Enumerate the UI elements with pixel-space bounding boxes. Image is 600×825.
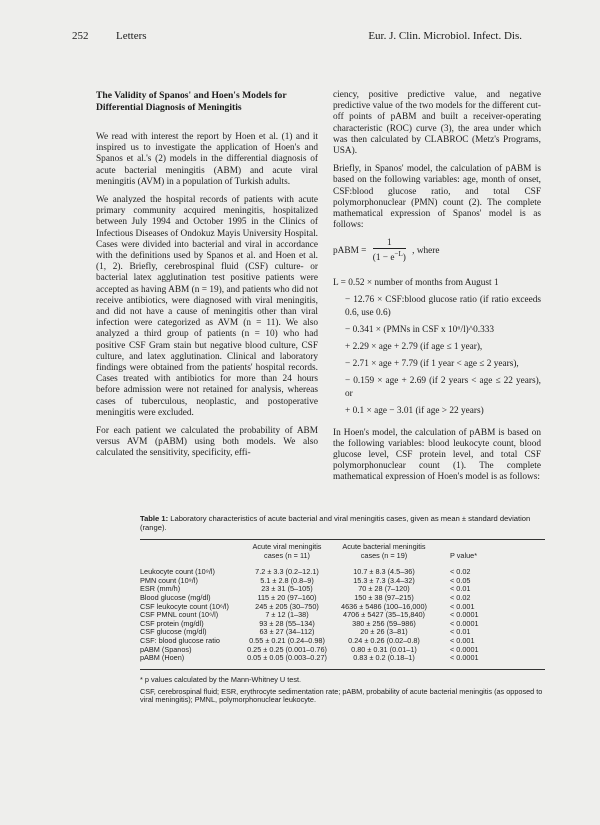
paragraph: In Hoen's model, the calculation of pABM is based on the following variables: blood leukocyte count, blood glucose level, CSF protein level, and total CSF polymorphonuclear count (1). The complete mathematical expression of Hoen's model is as follows: bbox=[333, 427, 541, 483]
col-header-abm: Acute bacterial meningitis cases (n = 19) bbox=[342, 542, 426, 560]
table-row bbox=[140, 646, 545, 655]
table-cell: Leukocyte count (10⁹/l) bbox=[140, 567, 215, 577]
table-cell: 7.2 ± 3.3 (0.2–12.1) bbox=[255, 567, 319, 577]
table-cell: 70 ± 28 (7–120) bbox=[358, 584, 410, 594]
left-column bbox=[96, 90, 318, 467]
eq-line: − 2.71 × age + 7.79 (if 1 year < age ≤ 2 years), bbox=[345, 358, 519, 369]
right-column bbox=[333, 90, 541, 491]
paragraph: We analyzed the hospital records of patients with acute primary community acquired meningitis, hospitalized between July 1994 and October 1995 in the Clinics of Infectious Diseases of Ondokuz Mayis University Hospital. Cases were divided into bacterial and viral in accordance with the definitions used by Spanos et al. and Hoen et al. (1, 2). Briefly, cerebrospinal fluid (CSF) culture- or bacterial latex agglutination test positive patients were accepted as having ABM (n = 19), and patients who did not receive antibiotics, were diagnosed with viral meningitis, and did not have a cause of meningitis other than viral infection were categorized as AVM (n = 11). We also analyzed a third group of patients (n = 10) who had positive CSF Gram stain but negative blood culture, CSF culture, and latex agglutination. Clinical and laboratory findings were obtained from the patients' hospital records. Cases treated with antibiotics for more than 24 hours before admission were not retained for analysis, whereas cases of tuberculous, neoplastic, and postoperative meningitis were excluded. bbox=[96, 195, 318, 418]
running-header bbox=[72, 30, 522, 44]
eq-denominator: $(1 - e^{-L})$ bbox=[372, 250, 406, 264]
table-cell: 0.55 ± 0.21 (0.24–0.98) bbox=[249, 635, 325, 645]
table-cell: 15.3 ± 7.3 (3.4–32) bbox=[353, 575, 415, 585]
table-cell: 7 ± 12 (1–38) bbox=[265, 610, 309, 620]
table-cell: 0.25 ± 0.25 (0.001–0.76) bbox=[247, 644, 327, 654]
table-row bbox=[140, 654, 545, 669]
spanos-equation bbox=[333, 238, 541, 417]
table-cell: < 0.001 bbox=[450, 601, 475, 611]
table-footnotes bbox=[140, 676, 545, 705]
table-body bbox=[140, 563, 545, 669]
table-cell: < 0.0001 bbox=[450, 644, 479, 654]
eq-line: L = 0.52 × number of months from August 1 bbox=[333, 277, 499, 288]
table-cell: < 0.001 bbox=[450, 635, 475, 645]
eq-line: + 2.29 × age + 2.79 (if age ≤ 1 year), bbox=[345, 341, 483, 352]
table-cell: Blood glucose (mg/dl) bbox=[140, 592, 211, 602]
table-cell: 0.83 ± 0.2 (0.18–1) bbox=[353, 653, 415, 663]
table-cell: ESR (mm/h) bbox=[140, 584, 181, 594]
table-label: Table 1: bbox=[140, 514, 169, 523]
eq-line: + 0.1 × age − 3.01 (if age > 22 years) bbox=[345, 405, 484, 416]
table-cell: CSF glucose (mg/dl) bbox=[140, 627, 207, 637]
table-cell: 93 ± 28 (55–134) bbox=[259, 618, 315, 628]
page-number: 252 bbox=[72, 30, 89, 42]
section-name: Letters bbox=[116, 30, 147, 42]
table-row bbox=[140, 637, 545, 646]
table-cell: 4636 ± 5486 (100–16,000) bbox=[341, 601, 427, 611]
paragraph: We read with interest the report by Hoen et al. (1) and it inspired us to investigate the application of Hoen's and Spanos et al.'s (2) models in the differential diagnosis of acute bacterial meningitis (ABM) and acute viral meningitis (AVM) in a population of Turkish adults. bbox=[96, 132, 318, 187]
table-cell: CSF: blood glucose ratio bbox=[140, 635, 220, 645]
results-table-block bbox=[140, 514, 545, 708]
col-header-pvalue: P value* bbox=[450, 550, 478, 560]
table-cell: CSF leukocyte count (10⁶/l) bbox=[140, 601, 229, 611]
pabm-formula bbox=[333, 238, 541, 264]
table-header-row bbox=[140, 540, 545, 563]
eq-lhs: pABM = bbox=[333, 246, 367, 257]
paragraph: Briefly, in Spanos' model, the calculation of pABM is based on the following variables: age, month of onset, CSF:blood glucose ratio, and total CSF polymorphonuclear (PMN) count (2). The complete mathematical expression of Spanos' model is as follows: bbox=[333, 164, 541, 231]
table-cell: 0.05 ± 0.05 (0.003–0.27) bbox=[247, 653, 327, 663]
table-cell: pABM (Hoen) bbox=[140, 653, 185, 663]
col-header-avm: Acute viral meningitis cases (n = 11) bbox=[252, 542, 322, 560]
table-cell: 0.80 ± 0.31 (0.01–1) bbox=[351, 644, 417, 654]
eq-line: − 0.159 × age + 2.69 (if 2 years < age ≤ 22 years), or bbox=[345, 375, 541, 399]
table-row bbox=[140, 563, 545, 577]
lab-table bbox=[140, 540, 545, 669]
footnote: * p values calculated by the Mann-Whitney U test. bbox=[140, 674, 302, 684]
table-cell: CSF protein (mg/dl) bbox=[140, 618, 204, 628]
table-cell: < 0.05 bbox=[450, 575, 471, 585]
table-cell: < 0.01 bbox=[450, 584, 471, 594]
table-cell: 115 ± 20 (97–160) bbox=[257, 592, 317, 602]
paragraph: ciency, positive predictive value, and negative predictive value of the two models for the different cut-off points of pABM and built a receiver-operating characteristic (ROC) curve (3), the area under which was then calculated by CLABROC (Metz's Programs, USA). bbox=[333, 90, 541, 157]
eq-line: − 0.341 × (PMNs in CSF x 10⁶/l)^0.333 bbox=[345, 324, 495, 335]
table-cell: < 0.02 bbox=[450, 567, 471, 577]
table-cell: 63 ± 27 (34–112) bbox=[259, 627, 315, 637]
table-cell: < 0.02 bbox=[450, 592, 471, 602]
eq-where: , where bbox=[412, 246, 440, 257]
table-row bbox=[140, 577, 545, 586]
table-cell: 4706 ± 5427 (35–15,840) bbox=[343, 610, 425, 620]
table-cell: 10.7 ± 8.3 (4.5–36) bbox=[353, 567, 415, 577]
table-cell: 0.24 ± 0.26 (0.02–0.8) bbox=[348, 635, 420, 645]
journal-name: Eur. J. Clin. Microbiol. Infect. Dis. bbox=[368, 30, 522, 42]
paragraph: For each patient we calculated the probability of ABM versus AVM (pABM) using both models. We also calculated the sensitivity, specificity, effi- bbox=[96, 426, 318, 459]
table-cell: < 0.01 bbox=[450, 627, 471, 637]
table-caption-text: Laboratory characteristics of acute bacterial and viral meningitis cases, given as mean ± standard deviation (range). bbox=[140, 514, 531, 532]
table-cell: CSF PMNL count (10⁶/l) bbox=[140, 610, 219, 620]
table-cell: 245 ± 205 (30–750) bbox=[255, 601, 319, 611]
eq-numerator: 1 bbox=[373, 238, 406, 249]
table-cell: PMN count (10⁹/l) bbox=[140, 575, 198, 585]
table-bottom-rule bbox=[140, 669, 545, 670]
table-cell: 5.1 ± 2.8 (0.8–9) bbox=[260, 575, 314, 585]
table-caption bbox=[140, 514, 545, 532]
table-cell: 20 ± 26 (3–81) bbox=[360, 627, 408, 637]
table-cell: < 0.0001 bbox=[450, 653, 479, 663]
table-cell: 23 ± 31 (5–105) bbox=[261, 584, 313, 594]
table-cell: < 0.0001 bbox=[450, 610, 479, 620]
table-cell: 380 ± 256 (59–986) bbox=[352, 618, 416, 628]
table-cell: pABM (Spanos) bbox=[140, 644, 192, 654]
col-header bbox=[140, 540, 242, 563]
footnote: CSF, cerebrospinal fluid; ESR, erythrocyte sedimentation rate; pABM, probability of acute bacterial meningitis (as opposed to viral meningitis); PMNL, polymorphonuclear leukocyte. bbox=[140, 686, 543, 705]
table-cell: < 0.0001 bbox=[450, 618, 479, 628]
eq-fraction bbox=[373, 238, 406, 264]
article-title: The Validity of Spanos' and Hoen's Models for Differential Diagnosis of Meningitis bbox=[96, 90, 287, 113]
table-cell: 150 ± 38 (97–215) bbox=[354, 592, 414, 602]
eq-line: − 12.76 × CSF:blood glucose ratio (if ratio exceeds 0.6, use 0.6) bbox=[345, 294, 541, 318]
